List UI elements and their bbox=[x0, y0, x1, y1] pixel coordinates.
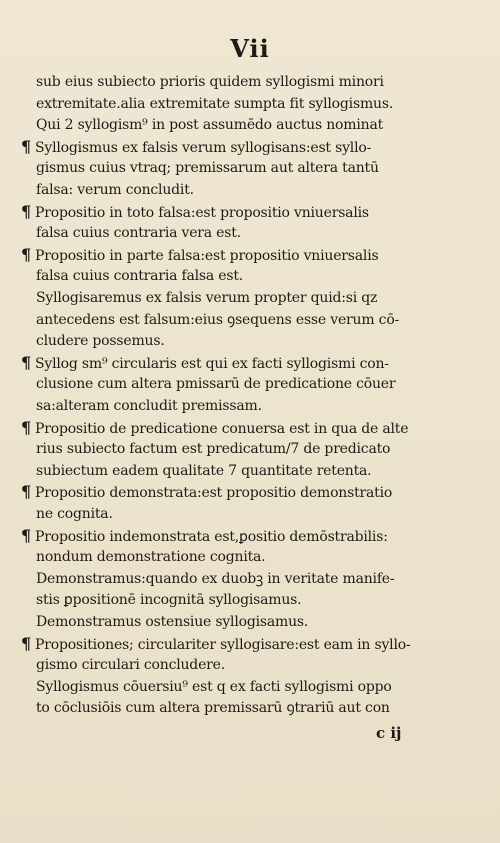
text-line bbox=[36, 504, 113, 524]
text-line bbox=[36, 331, 165, 351]
line-text: Syllogisaremus ex falsis verum propter quid:si qz bbox=[36, 290, 378, 306]
text-line bbox=[18, 526, 388, 546]
paragraph-mark: ¶ bbox=[21, 244, 31, 264]
line-text: Syllog sm⁹ circularis est qui ex facti syllogismi con- bbox=[35, 355, 389, 372]
line-text: Syllogismus ex falsis verum syllogisans:est syllo- bbox=[35, 139, 372, 156]
text-line bbox=[36, 439, 390, 459]
line-text: Syllogismus cōuersiu⁹ est q ex facti syllogismi oppo bbox=[36, 678, 392, 695]
line-text: Propositiones; circulariter syllogisare:est eam in syllo- bbox=[35, 636, 411, 653]
paragraph-mark: ¶ bbox=[21, 417, 31, 437]
line-text: Demonstramus ostensiue syllogisamus. bbox=[36, 614, 309, 630]
text-line bbox=[36, 655, 225, 675]
line-text: Propositio indemonstrata est,ꝑositio demōstrabilis: bbox=[35, 528, 388, 545]
text-line bbox=[36, 288, 377, 308]
running-head: Vii bbox=[230, 34, 270, 63]
text-line bbox=[36, 223, 241, 243]
line-text: sa:alteram concludit premissam. bbox=[36, 398, 262, 414]
text-line bbox=[36, 310, 399, 330]
line-text: falsa cuius contraria falsa est. bbox=[36, 268, 244, 285]
line-text: clusione cum altera pmissarū de predicatione cōuer bbox=[36, 376, 396, 393]
text-line bbox=[18, 202, 369, 222]
text-line bbox=[36, 158, 379, 178]
text-line bbox=[36, 374, 395, 394]
line-text: Propositio de predicatione conuersa est in qua de alte bbox=[35, 420, 409, 437]
text-line bbox=[36, 180, 194, 200]
paragraph-mark: ¶ bbox=[21, 525, 31, 545]
text-line bbox=[36, 94, 393, 114]
text-line bbox=[36, 547, 265, 567]
line-text: gismo circulari concludere. bbox=[36, 657, 225, 674]
line-text: stis ꝑpositionē incognitā syllogisamus. bbox=[36, 592, 302, 609]
paragraph-mark: ¶ bbox=[21, 201, 31, 221]
signature-mark: c ij bbox=[376, 724, 402, 742]
line-text: nondum demonstratione cognita. bbox=[36, 549, 266, 566]
text-line bbox=[18, 137, 371, 157]
text-line bbox=[18, 482, 392, 502]
line-text: antecedens est falsum:eius ꝯsequens esse verum cō- bbox=[36, 311, 400, 328]
text-line bbox=[36, 72, 384, 92]
paragraph-mark: ¶ bbox=[21, 633, 31, 653]
text-line bbox=[36, 590, 301, 610]
text-line bbox=[36, 396, 262, 416]
paragraph-mark: ¶ bbox=[21, 136, 31, 156]
line-text: ne cognita. bbox=[36, 506, 113, 522]
line-text: Propositio in toto falsa:est propositio vniuersalis bbox=[35, 204, 369, 221]
text-line bbox=[36, 698, 390, 718]
text-line bbox=[36, 461, 371, 481]
text-line bbox=[18, 634, 411, 654]
line-text: subiectum eadem qualitate 7 quantitate retenta. bbox=[36, 462, 372, 479]
text-line bbox=[18, 418, 408, 438]
line-text: Propositio in parte falsa:est propositio vniuersalis bbox=[35, 247, 379, 264]
text-line bbox=[36, 612, 308, 632]
line-text: Demonstramus:quando ex duobꝫ in veritate manife- bbox=[36, 570, 395, 587]
paragraph-mark: ¶ bbox=[21, 352, 31, 372]
line-text: gismus cuius vtraq; premissarum aut altera tantū bbox=[36, 160, 379, 177]
line-text: to cōclusiōis cum altera premissarū ꝯtrariū aut con bbox=[36, 700, 390, 717]
text-line bbox=[36, 115, 383, 135]
text-line bbox=[36, 677, 392, 697]
text-line bbox=[18, 353, 389, 373]
line-text: cludere possemus. bbox=[36, 333, 165, 350]
line-text: rius subiecto factum est predicatum/7 de predicato bbox=[36, 441, 391, 458]
line-text: falsa: verum concludit. bbox=[36, 182, 194, 198]
text-line bbox=[36, 266, 243, 286]
text-line bbox=[36, 569, 394, 589]
text-line bbox=[18, 245, 378, 265]
line-text: Qui 2 syllogism⁹ in post assumēdo auctus nominat bbox=[36, 117, 384, 134]
line-text: falsa cuius contraria vera est. bbox=[36, 225, 241, 242]
line-text: sub eius subiecto prioris quidem syllogismi minori bbox=[36, 74, 384, 90]
line-text: extremitate.alia extremitate sumpta fit syllogismus. bbox=[36, 95, 394, 112]
paragraph-mark: ¶ bbox=[21, 482, 31, 502]
line-text: Propositio demonstrata:est propositio demonstratio bbox=[35, 485, 393, 502]
